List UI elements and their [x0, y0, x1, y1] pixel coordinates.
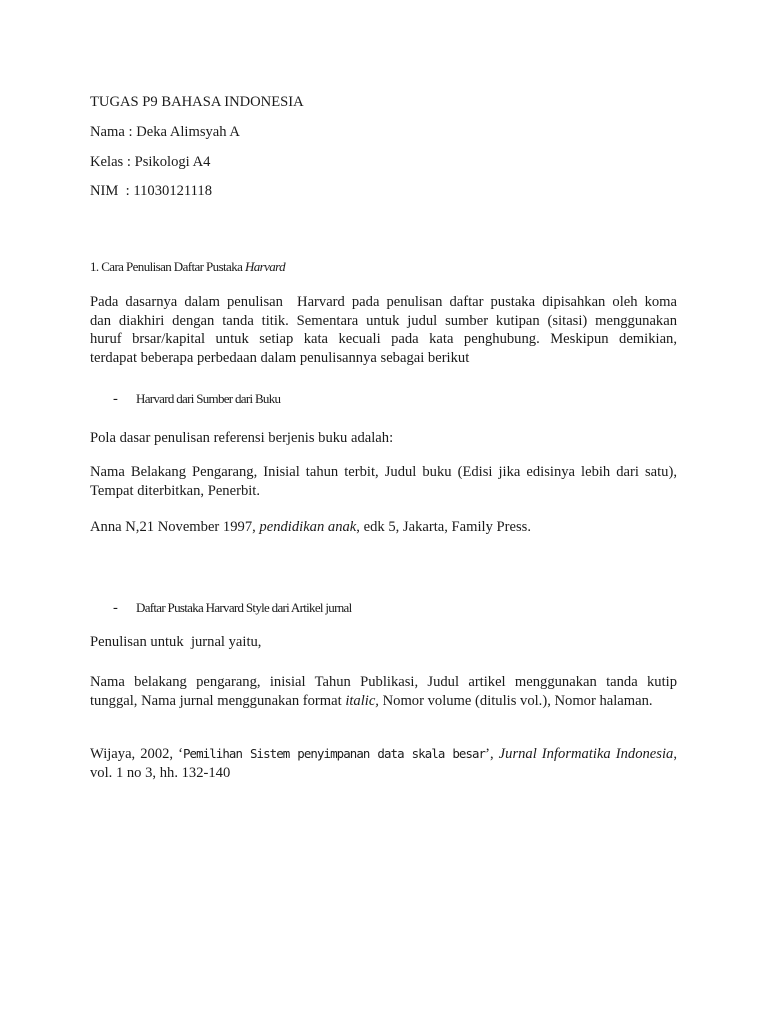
sub1-pattern-row: Tempat diterbitkan, Penerbit. — [90, 482, 261, 499]
sub2-example-article: Pemilihan Sistem penyimpanan data skala besar — [182, 746, 486, 761]
sub2-pattern-italic: italic, — [345, 692, 379, 709]
section1-paragraph-row: huruf brsar/kapital untuk setiap kata kecuali pada kata penghubung. Meskipun demikian, — [90, 331, 677, 347]
sub1-example-prefix: Anna N,21 November 1997, — [90, 519, 260, 535]
section1-paragraph-row: dan diakhiri dengan tanda titik. Sementara untuk judul sumber kutipan (sitasi) menggunakan — [90, 312, 677, 329]
sub2-example-suffix: , — [673, 746, 677, 762]
student-name: Nama : Deka Alimsyah A — [90, 124, 240, 140]
section1-heading-italic: Harvard — [244, 259, 286, 274]
sub2-example-row — [90, 745, 677, 764]
sub1-intro: Pola dasar penulisan referensi berjenis buku adalah: — [90, 430, 394, 446]
sub2-intro: Penulisan untuk jurnal yaitu, — [90, 634, 262, 650]
sub2-example-mid: ’, — [485, 746, 499, 762]
section1-paragraph-row: terdapat beberapa perbedaan dalam penulisannya sebagai berikut — [90, 349, 470, 366]
sub1-example-suffix: , edk 5, Jakarta, Family Press. — [356, 519, 531, 535]
sub1-pattern-row: Nama Belakang Pengarang, Inisial tahun terbit, Judul buku (Edisi jika edisinya lebih dari satu), — [90, 464, 677, 480]
sub1-heading: Harvard dari Sumber dari Buku — [136, 391, 281, 406]
sub2-heading: Daftar Pustaka Harvard Style dari Artikel jurnal — [136, 600, 352, 615]
section1-paragraph — [90, 293, 677, 367]
sub2-pattern-row: Nama belakang pengarang, inisial Tahun Publikasi, Judul artikel menggunakan tanda kutip — [90, 674, 677, 690]
sub1-pattern — [90, 463, 677, 500]
section1-heading-text: 1. Cara Penulisan Daftar Pustaka — [90, 259, 245, 274]
sub2-example-prefix: Wijaya, 2002, ‘ — [90, 746, 183, 762]
sub1-dash: - — [113, 391, 118, 407]
section1-heading — [90, 258, 285, 276]
sub1-example — [90, 518, 531, 536]
student-class: Kelas : Psikologi A4 — [90, 154, 211, 170]
sub2-example-journal: Jurnal Informatika Indonesia — [498, 746, 674, 762]
sub2-example-row: vol. 1 no 3, hh. 132-140 — [90, 764, 231, 781]
sub2-example — [90, 745, 677, 782]
sub2-pattern-prefix: tunggal, Nama jurnal menggunakan format — [90, 692, 346, 709]
sub2-pattern-suffix: Nomor volume (ditulis vol.), Nomor halaman. — [378, 692, 653, 709]
document-title: TUGAS P9 BAHASA INDONESIA — [90, 94, 304, 110]
section1-paragraph-row: Pada dasarnya dalam penulisan Harvard pada penulisan daftar pustaka dipisahkan oleh koma — [90, 294, 677, 310]
sub2-pattern — [90, 673, 677, 710]
student-nim: NIM : 11030121118 — [90, 183, 213, 199]
sub2-dash: - — [113, 600, 118, 616]
sub2-pattern-row — [90, 692, 677, 711]
sub1-example-title: pendidikan anak — [259, 519, 357, 535]
